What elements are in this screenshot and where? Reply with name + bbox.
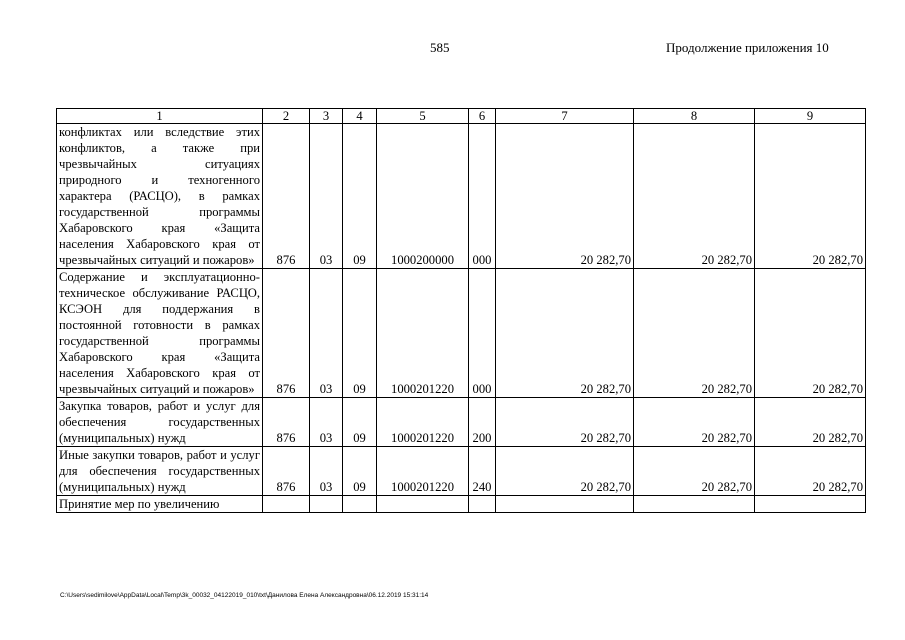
cell-target-article: 1000201220	[377, 269, 469, 398]
cell-section: 03	[310, 398, 343, 447]
column-header: 8	[634, 109, 755, 124]
cell-amount: 20 282,70	[634, 269, 755, 398]
row-description: Закупка товаров, работ и услуг для обеспечения государственных (муниципальных) нужд	[57, 398, 263, 447]
cell-amount: 20 282,70	[496, 447, 634, 496]
cell-subsection	[343, 496, 377, 513]
cell-amount: 20 282,70	[755, 269, 866, 398]
cell-ministry-code: 876	[263, 398, 310, 447]
row-description: Иные закупки товаров, работ и услуг для обеспечения государственных (муниципальных) нужд	[57, 447, 263, 496]
cell-amount: 20 282,70	[634, 398, 755, 447]
cell-subsection: 09	[343, 398, 377, 447]
budget-table	[56, 108, 866, 513]
cell-subsection: 09	[343, 124, 377, 269]
cell-section	[310, 496, 343, 513]
row-description: Содержание и эксплуатационно-техническое обслуживание РАСЦО, КСЭОН для поддержания в постоянной готовности в рамках государственной программы Хабаровского края «Защита населения Хабаровского края от чрезвычайных ситуаций и пожаров»	[57, 269, 263, 398]
page-number: 585	[430, 40, 450, 55]
cell-expense-type: 200	[469, 398, 496, 447]
cell-expense-type: 000	[469, 124, 496, 269]
cell-expense-type: 000	[469, 269, 496, 398]
cell-amount	[496, 496, 634, 513]
cell-amount: 20 282,70	[496, 124, 634, 269]
column-header: 3	[310, 109, 343, 124]
cell-section: 03	[310, 269, 343, 398]
cell-ministry-code: 876	[263, 124, 310, 269]
cell-section: 03	[310, 447, 343, 496]
cell-ministry-code: 876	[263, 447, 310, 496]
cell-ministry-code: 876	[263, 269, 310, 398]
column-header: 1	[57, 109, 263, 124]
column-header: 2	[263, 109, 310, 124]
cell-amount: 20 282,70	[496, 398, 634, 447]
cell-expense-type	[469, 496, 496, 513]
cell-target-article	[377, 496, 469, 513]
appendix-continuation-note: Продолжение приложения 10	[666, 40, 829, 55]
table-header-row	[57, 109, 866, 124]
row-description: Принятие мер по увеличению	[57, 496, 263, 513]
cell-amount: 20 282,70	[634, 447, 755, 496]
table-row	[57, 398, 866, 447]
table-row	[57, 124, 866, 269]
column-header: 7	[496, 109, 634, 124]
cell-amount: 20 282,70	[755, 398, 866, 447]
cell-amount: 20 282,70	[755, 447, 866, 496]
cell-section: 03	[310, 124, 343, 269]
cell-expense-type: 240	[469, 447, 496, 496]
table-row	[57, 447, 866, 496]
cell-subsection: 09	[343, 269, 377, 398]
cell-amount	[634, 496, 755, 513]
column-header: 4	[343, 109, 377, 124]
cell-ministry-code	[263, 496, 310, 513]
cell-target-article: 1000201220	[377, 447, 469, 496]
column-header: 5	[377, 109, 469, 124]
column-header: 9	[755, 109, 866, 124]
table-row	[57, 269, 866, 398]
cell-amount: 20 282,70	[755, 124, 866, 269]
cell-target-article: 1000200000	[377, 124, 469, 269]
row-description: конфликтах или вследствие этих конфликтов, а также при чрезвычайных ситуациях природного и техногенного характера (РАСЦО), в рамках государственной программы Хабаровского края «Защита населения Хабаровского края от чрезвычайных ситуаций и пожаров»	[57, 124, 263, 269]
file-path-footer: C:\Users\sedimilove\AppData\Local\Temp\3k_00032_04122019_010\txt\Данилова Елена Александровна\06.12.2019 15:31:14	[60, 592, 429, 599]
cell-amount: 20 282,70	[634, 124, 755, 269]
column-header: 6	[469, 109, 496, 124]
cell-amount: 20 282,70	[496, 269, 634, 398]
table-row	[57, 496, 866, 513]
cell-amount	[755, 496, 866, 513]
cell-subsection: 09	[343, 447, 377, 496]
cell-target-article: 1000201220	[377, 398, 469, 447]
